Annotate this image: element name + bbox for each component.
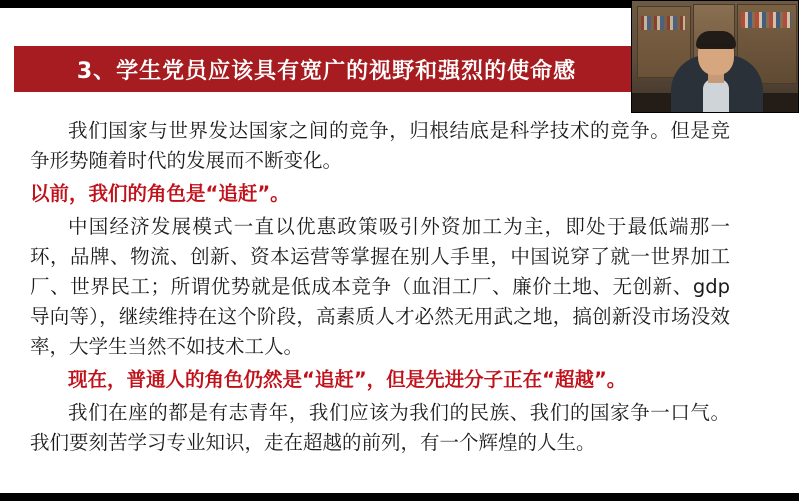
books-right — [741, 12, 791, 28]
paragraph-1: 我们国家与世界发达国家之间的竞争，归根结底是科学技术的竞争。但是竞争形势随着时代的发展而不断变化。 — [30, 119, 730, 172]
paragraph-3: 中国经济发展模式一直以优惠政策吸引外资加工为主，即处于最低端那一环，品牌、物流、创新、资本运营等掌握在别人手里，中国说穿了就一世界加工厂、世界民工；所谓优势就是低成本竞争（血泪工厂、廉价土地、无创新、gdp导向等），继续维持在这个阶段，高素质人才必然无用武之地，搞创新没市场没效率，大学生当然不如技术工人。 — [30, 215, 730, 358]
books-left — [641, 16, 685, 30]
paragraph-2-highlight: 以前，我们的角色是“追赶”。 — [30, 182, 290, 205]
paragraph-4-highlight: 现在，普通人的角色仍然是“追赶”，但是先进分子正在“超越”。 — [68, 368, 627, 391]
paragraph-5: 我们在座的都是有志青年，我们应该为我们的民族、我们的国家争一口气。我们要刻苦学习专业知识，走在超越的前列，有一个辉煌的人生。 — [30, 401, 730, 454]
slide-body — [30, 116, 730, 461]
presenter-webcam-feed[interactable] — [631, 0, 799, 113]
bottom-letterbox-bar — [0, 493, 799, 501]
slide-title-banner — [14, 46, 639, 92]
presenter-glasses — [701, 44, 731, 53]
presenter-shirt — [703, 79, 729, 113]
top-letterbox-bar — [0, 0, 631, 8]
page-title: 3、学生党员应该具有宽广的视野和强烈的使命感 — [76, 58, 577, 84]
